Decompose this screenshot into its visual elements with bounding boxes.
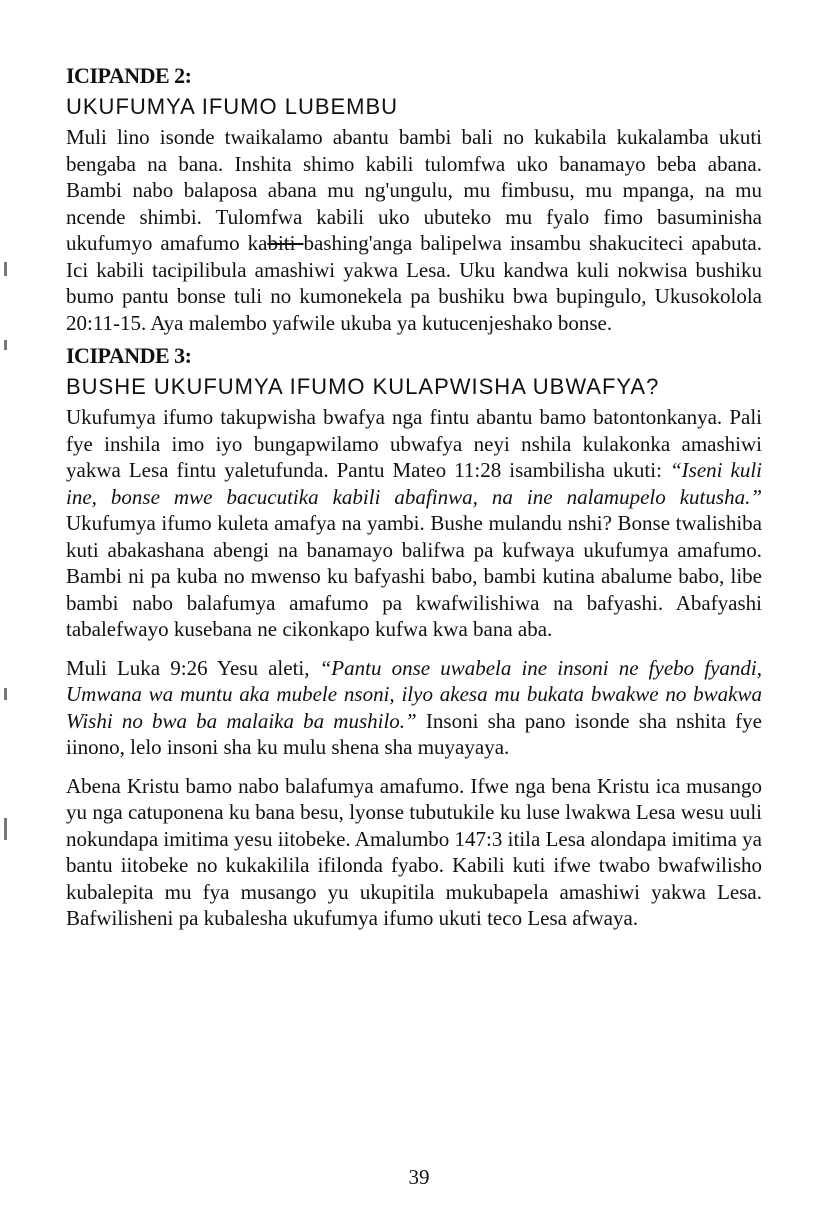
scan-margin-mark [4, 818, 7, 840]
section-3-paragraph-1 [66, 404, 762, 643]
section-2-title: UKUFUMYA IFUMO LUBEMBU [66, 94, 399, 119]
paragraph-text: Ukufumya ifumo takupwisha bwafya nga fintu abantu bamo batontonkanya. Pali fye inshila imo iyo bungapwilamo ubwafya neyi nshila kulakonka amashiwi yakwa Lesa fintu yaletufunda. Pantu Mateo 11:28 isambilisha ukuti: [66, 405, 762, 482]
page-body [66, 62, 762, 932]
paragraph-text-cont: Insoni sha pano isonde sha nshita fye iinono, lelo insoni sha ku mulu shena sha muyayaya. [66, 708, 762, 759]
section-3-paragraph-3: Abena Kristu bamo nabo balafumya amafumo. Ifwe nga bena Kristu ica musango yu nga catuponena ku bana besu, lyonse tubutukile ku luse lwakwa Lesa wesu uuli nokundapa imitima yesu iitobeke. Amalumbo 147:3 itila Lesa alondapa imitima ya bantu iitobeke no kukakilila ifilonda fyabo. Kabili kuti ifwe twabo bwafwilisho kubalepita mu fya musango yu ukupitila mukubapela amashiwi yakwa Lesa. Bafwilisheni pa kubalesha ukufumya ifumo ukuti teco Lesa afwaya. [66, 773, 762, 930]
scan-margin-mark [4, 340, 7, 350]
section-3-title: BUSHE UKUFUMYA IFUMO KULAPWISHA UBWAFYA? [66, 374, 660, 399]
section-2-heading: ICIPANDE 2: [66, 63, 192, 88]
section-2-paragraph [66, 124, 762, 336]
section-3-paragraph-2 [66, 655, 762, 761]
page-number: 39 [408, 1165, 430, 1189]
paragraph-text-cont: Ukufumya ifumo kuleta amafya na yambi. Bushe mulandu nshi? Bonse twalishiba kuti abakashana abengi na banamayo balifwa pa kufwaya ukufumya amafumo. Bambi ni pa kuba no mwenso ku bafyashi babo, bambi kutina abalume babo, libe bambi nabo balafumya amafumo pa kwafwilishiwa na bafyashi. Abafyashi tabalefwayo kusebana ne cikonkapo kufwa kwa bana aba. [66, 511, 762, 641]
section-3-heading: ICIPANDE 3: [66, 343, 192, 368]
scan-margin-mark [4, 262, 7, 276]
scripture-quote: “Pantu onse uwabela ine insoni ne fyebo fyandi, Umwana wa muntu aka mubele nsoni, ilyo akesa mu bukata bwakwe no bwakwa Wishi no bwa ba malaika ba mushilo.” [66, 655, 762, 733]
scripture-quote: “Iseni kuli ine, bonse mwe bacucutika kabili abafinwa, na ine nalamupelo kutusha.” [66, 458, 762, 509]
section-2-paragraph-text-cont: bashing'anga balipelwa insambu shakuciteci apabuta. Ici kabili tacipilibula amashiwi yakwa Lesa. Uku kandwa kuli nokwisa bushiku bumo pantu bonse tuli no kumonekela pa bushiku bwa bupingulo, Ukusokolola 20:11-15. Aya malembo yafwile ukuba ya kutucenjeshako bonse. [66, 231, 762, 335]
section-2-paragraph-text: Muli lino isonde twaikalamo abantu bambi bali no kukabila kukalamba ukuti bengaba na bana. Inshita shimo kabili tulomfwa uko banamayo beba abana. Bambi nabo balaposa abana mu ng'ungulu, mu fimbusu, mu mpanga, na mu ncende shimbi. Tulomfwa kabili uko ubuteko mu fyalo fimo basuminisha ukufumyo amafumo ka [66, 125, 762, 255]
struck-text: biti [267, 231, 304, 255]
scan-margin-mark [4, 688, 7, 700]
paragraph-text: Muli Luka 9:26 Yesu aleti, [66, 655, 320, 680]
